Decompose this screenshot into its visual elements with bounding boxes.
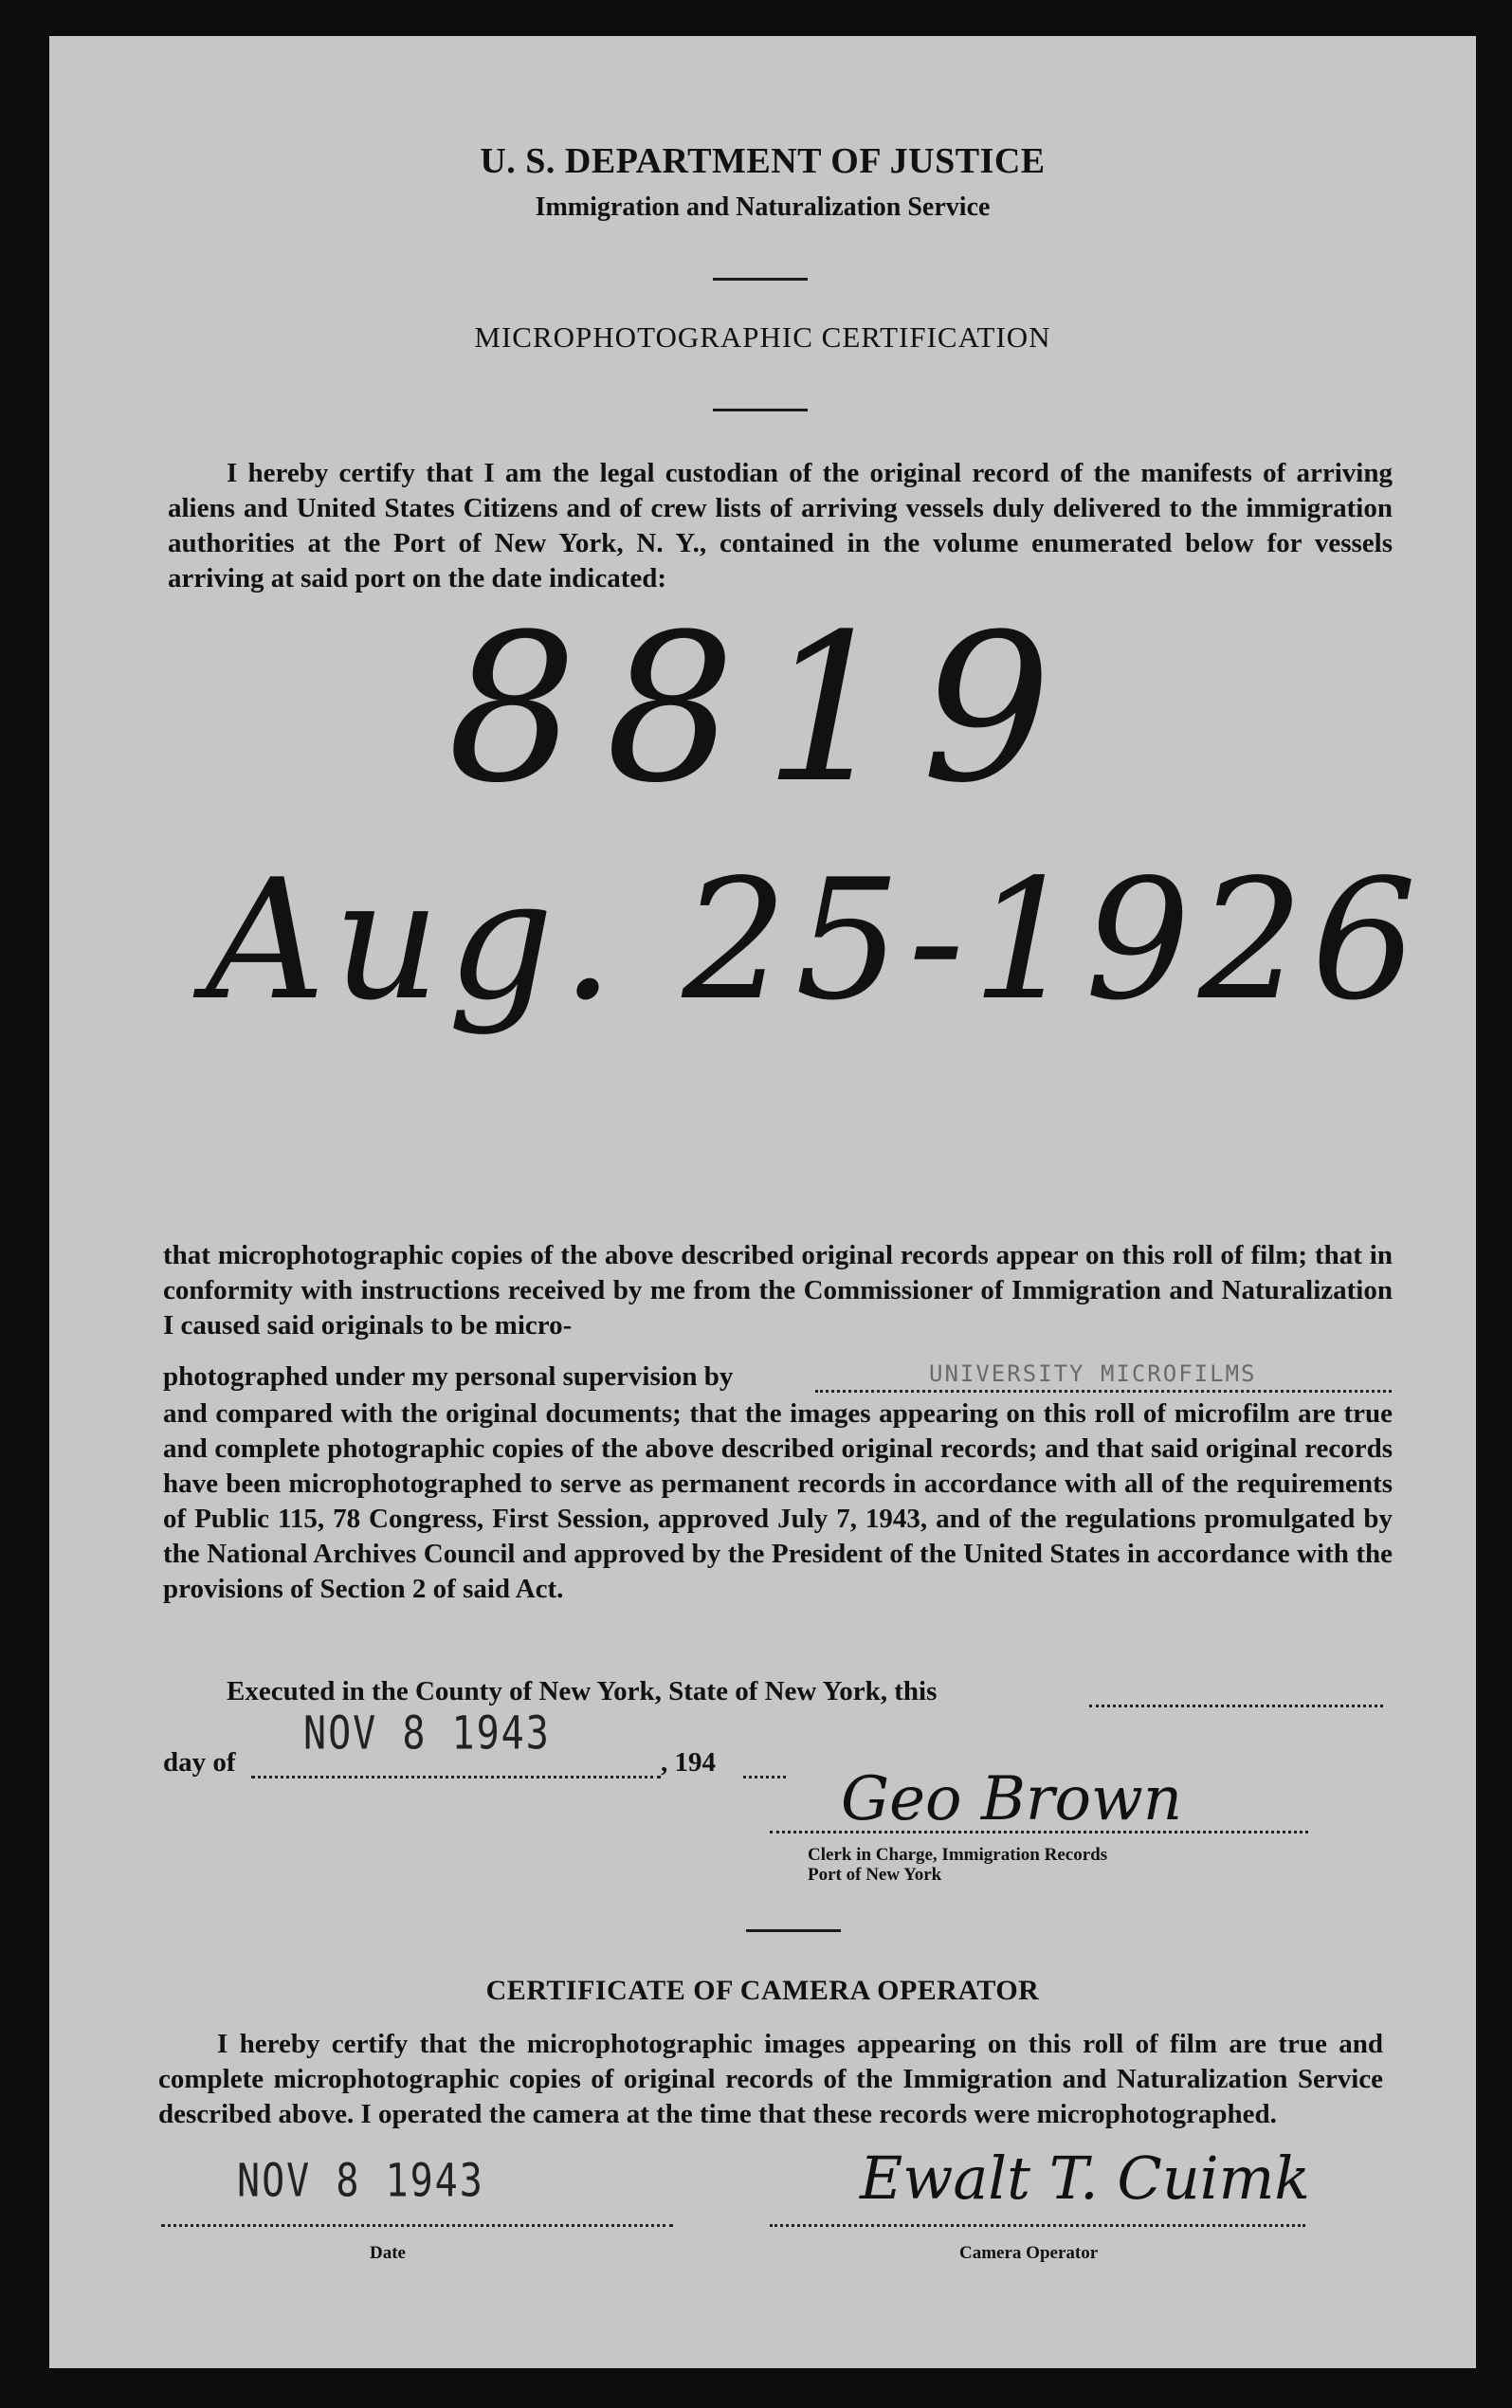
executed-text: Executed in the County of New York, State of New York, this (227, 1676, 938, 1706)
certification-paragraph-1: I hereby certify that I am the legal custodian of the original record of the manifests of arriving aliens and United States Citizens and of crew lists of arriving vessels duly delivered to the immigration authorities at the Port of New York, N. Y., contained in the volume enumerated below for vessels arriving at said port on the date indicated: (168, 458, 1393, 593)
camera-operator-title: CERTIFICATE OF CAMERA OPERATOR (485, 1975, 1040, 2006)
date-label: Date (370, 2243, 406, 2263)
handwritten-volume-number: 8819 (447, 590, 1081, 828)
day-of-dotline (251, 1776, 661, 1779)
certification-paragraph-3: and compared with the original documents; that the images appearing on this roll of microfilm are true and complete photographic copies of the above described original records; and that said original records have been microphotographed to serve as permanent records in accordance with all of the requirements of Public 115, 78 Congress, First Session, approved July 7, 1943, and of the regulations promulgated by the National Archives Council and approved by the President of the United States in accordance with the provisions of Section 2 of said Act. (163, 1398, 1393, 1604)
year-prefix: , 194 (661, 1747, 716, 1778)
certification-paragraph-2: that microphotographic copies of the above described original records appear on this roll of film; that in conformity with instructions received by me from the Commissioner of Immigration and Naturalization I caused said originals to be micro- (163, 1240, 1393, 1341)
divider (713, 409, 808, 411)
camera-operator-line (770, 2224, 1305, 2227)
clerk-title-line-1: Clerk in Charge, Immigration Records (808, 1845, 1108, 1865)
day-of-stamp-date: NOV 8 1943 (303, 1707, 551, 1760)
camera-operator-label: Camera Operator (959, 2243, 1099, 2263)
camera-operator-signature: Ewalt T. Cuimk (860, 2143, 1310, 2213)
divider (713, 278, 808, 281)
certification-title: MICROPHOTOGRAPHIC CERTIFICATION (474, 320, 1051, 354)
clerk-signature: Geo Brown (841, 1764, 1183, 1834)
camera-operator-paragraph: I hereby certify that the microphotographic images appearing on this roll of film are true and complete microphotographic copies of original records of the Immigration and Naturalization Service described above. I operated the camera at the time that these records were microphotographed. (158, 2029, 1383, 2129)
handwritten-volume-date: Aug. 25-1926 (206, 845, 1425, 1037)
year-dotline (743, 1776, 786, 1779)
clerk-title-line-2: Port of New York (808, 1865, 942, 1885)
certificate-sheet (49, 36, 1476, 2368)
photographed-by-stamp: UNIVERSITY MICROFILMS (929, 1360, 1257, 1387)
service-subheading: Immigration and Naturalization Service (535, 192, 991, 222)
photographed-by-dotline (815, 1390, 1392, 1393)
divider (746, 1929, 841, 1932)
day-of-label: day of (163, 1747, 236, 1778)
department-heading: U. S. DEPARTMENT OF JUSTICE (480, 141, 1046, 181)
photographed-by-label: photographed under my personal supervision by (163, 1361, 734, 1392)
executed-dotline (1089, 1705, 1383, 1707)
date-line (161, 2224, 673, 2227)
camera-date-stamp: NOV 8 1943 (237, 2155, 484, 2208)
